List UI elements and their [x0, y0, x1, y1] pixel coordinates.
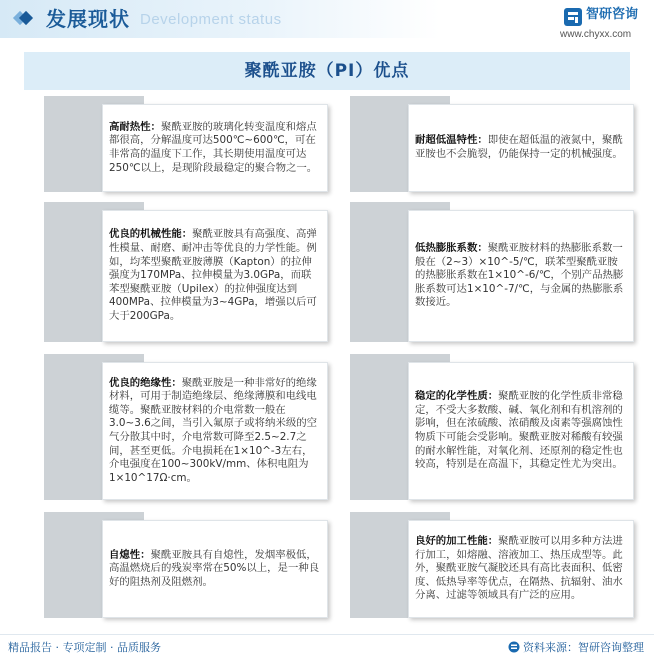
section-banner [24, 52, 630, 90]
card-body: 聚酰亚胺材料的热膨胀系数一般在（2~3）×10^-5/℃，联苯型聚酰亚胺的热膨胀系数在1×10^-6/℃，个别产品热膨胀系数可达1×10^-7/℃，与金属的热膨胀系数接近。 [415, 242, 624, 309]
card-body: 聚酰亚胺是一种非常好的绝缘材料，可用于制造绝缘层、绝缘薄膜和电线电缆等。聚酰亚胺材料的介电常数一般在3.0~3.6之间，当引入氟原子或将纳米级的空气分散其中时，介电常数可降至2.5~2.7之间，甚至更低。介电损耗在1×10^-3左右，介电强度在100~300kV/mm、体积电阻为1×10^17Ω·cm。 [109, 376, 318, 484]
card-heading: 良好的加工性能： [415, 535, 499, 548]
card-box [408, 362, 634, 500]
card-heading: 稳定的化学性质： [415, 390, 499, 403]
card-body: 即使在超低温的液氮中，聚酰亚胺也不会脆裂，仍能保持一定的机械强度。 [415, 134, 623, 160]
card-heading: 优良的绝缘性： [109, 376, 182, 389]
card-body: 聚酰亚胺具有高强度、高弹性模量、耐磨、耐冲击等优良的力学性能。例如，均苯型聚酰亚胺薄膜（Kapton）的拉伸强度为170MPa、拉伸模量为3.0GPa，而联苯型聚酰亚胺（Upilex）的拉伸强度达到400MPa、拉伸模量为3~4GPa，增强以后可大于200GPa。 [109, 228, 317, 322]
card-body: 聚酰亚胺可以用多种方法进行加工，如熔融、溶液加工、热压成型等。此外，聚酰亚胺气凝胶还具有高比表面积、低密度、低热导率等优点，在隔热、抗辐射、油水分离、过滤等领域具有广泛的应用。 [415, 535, 623, 602]
card-body: 聚酰亚胺具有自熄性，发烟率极低，高温燃烧后的残炭率常在50%以上，是一种良好的阻热剂及阻燃剂。 [109, 548, 320, 588]
card-box [102, 210, 328, 342]
card-box [408, 104, 634, 192]
card-heading: 自熄性： [109, 548, 151, 561]
card-text [415, 134, 627, 161]
card-body: 聚酰亚胺的玻璃化转变温度和熔点都很高，分解温度可达500℃~600℃，可在非常高的温度下工作，其长期使用温度可达250℃以上，是现阶段最稳定的聚合物之一。 [109, 120, 318, 174]
card-text [415, 242, 627, 310]
footer-source-text: 资料来源：智研咨询整理 [523, 641, 644, 654]
card-text [109, 377, 321, 486]
card-text [109, 549, 321, 590]
card-box [408, 210, 634, 342]
section-title: 聚酰亚胺（PI）优点 [244, 61, 410, 81]
page-header [0, 0, 654, 45]
brand-logo-icon [563, 7, 583, 27]
card-box [102, 362, 328, 500]
card-heading: 低热膨胀系数： [415, 242, 488, 255]
card-heading: 耐超低温特性： [415, 134, 488, 147]
card-heading: 高耐热性： [109, 120, 161, 133]
card-box [102, 520, 328, 618]
card-text [109, 121, 321, 175]
card-text [415, 390, 627, 472]
card-box [102, 104, 328, 192]
card-text [109, 228, 321, 323]
card-box [408, 520, 634, 618]
footer-source [508, 641, 644, 655]
diamond-icon [12, 6, 38, 32]
page-subtitle: Development status [140, 11, 282, 28]
footer-tagline: 精品报告 · 专项定制 · 品质服务 [8, 641, 161, 654]
source-icon [508, 641, 520, 653]
page-footer [0, 634, 654, 662]
page-title: 发展现状 [46, 7, 130, 31]
brand-url: www.chyxx.com [560, 29, 632, 40]
card-heading: 优良的机械性能： [109, 228, 193, 241]
card-text [415, 535, 627, 603]
brand-name: 智研咨询 [586, 7, 639, 22]
card-body: 聚酰亚胺的化学性质非常稳定，不受大多数酸、碱、氧化剂和有机溶剂的影响，但在浓硫酸、浓硝酸及卤素等强腐蚀性物质下可能会受影响。聚酰亚胺对稀酸有较强的耐水解性能，对氧化剂、还原剂的稳定性也较高，特别是在高温下，其稳定性尤为突出。 [415, 390, 623, 471]
